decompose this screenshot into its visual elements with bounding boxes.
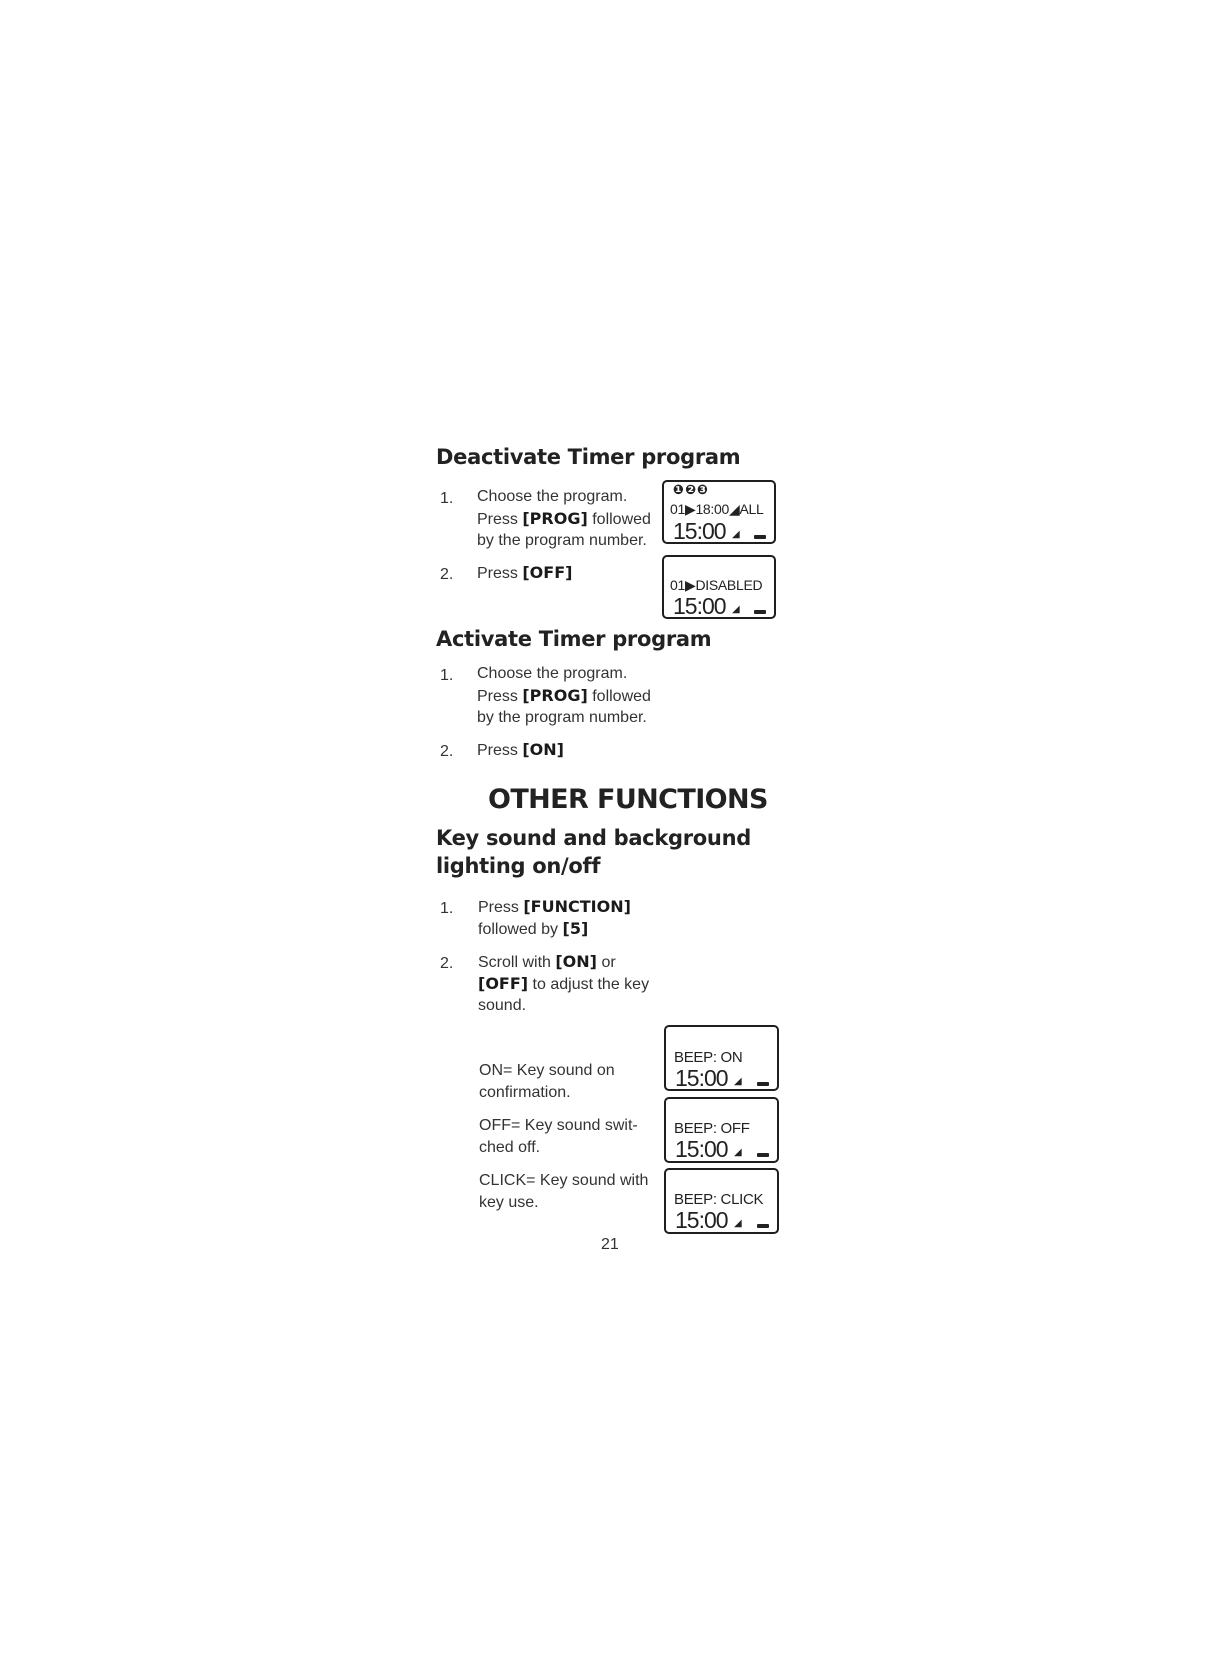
step-number: 1. xyxy=(440,900,454,917)
step-text: Press xyxy=(478,899,519,916)
step-number: 2. xyxy=(440,566,454,583)
off-description: OFF= Key sound swit- xyxy=(479,1117,638,1134)
step-text: Press xyxy=(477,511,518,528)
step-text: followed by xyxy=(478,921,559,938)
on-description: ON= Key sound on xyxy=(479,1062,615,1079)
step-text: followed xyxy=(592,511,651,528)
subsection-heading: Key sound and background xyxy=(436,826,751,850)
step-text: by the program number. xyxy=(477,709,647,726)
function-key: [FUNCTION] xyxy=(523,897,631,916)
activate-heading: Activate Timer program xyxy=(436,627,712,651)
signal-icon: ◢ xyxy=(732,604,740,615)
step-text: sound. xyxy=(478,997,527,1014)
on-key: [ON] xyxy=(522,740,564,759)
lcd-time: 15:00 xyxy=(675,1065,728,1091)
step-text: Press xyxy=(477,565,518,582)
step-text: by the program number. xyxy=(477,532,647,549)
subsection-heading: lighting on/off xyxy=(436,854,601,878)
on-description: confirmation. xyxy=(479,1084,571,1101)
step-text: followed xyxy=(592,688,651,705)
lcd-display-program xyxy=(662,480,776,544)
lcd-text: BEEP: OFF xyxy=(674,1120,750,1137)
step-text xyxy=(477,739,564,762)
signal-icon: ◢ xyxy=(734,1076,742,1087)
lcd-display-beep-off xyxy=(664,1097,779,1163)
lcd-text: 01▶18:00◢ALL xyxy=(670,501,764,517)
lcd-text: 01▶DISABLED xyxy=(670,577,763,593)
step-text xyxy=(477,685,651,708)
lcd-time: 15:00 xyxy=(673,518,726,544)
step-text xyxy=(478,918,588,941)
click-description: CLICK= Key sound with xyxy=(479,1172,649,1189)
battery-icon xyxy=(757,1224,769,1228)
off-key: [OFF] xyxy=(522,563,573,582)
battery-icon xyxy=(754,610,766,614)
step-text xyxy=(478,896,631,919)
lcd-text: BEEP: ON xyxy=(674,1049,743,1066)
five-key: [5] xyxy=(562,919,589,938)
step-text xyxy=(478,951,616,974)
step-text: or xyxy=(601,954,616,971)
battery-icon xyxy=(754,535,766,539)
step-number: 1. xyxy=(440,667,454,684)
program-number-icons: ❶❷❸ xyxy=(673,483,710,498)
step-text xyxy=(477,562,572,585)
step-text: Press xyxy=(477,742,518,759)
lcd-text: BEEP: CLICK xyxy=(674,1191,764,1208)
lcd-time: 15:00 xyxy=(675,1136,728,1162)
click-description: key use. xyxy=(479,1194,539,1211)
section-heading: OTHER FUNCTIONS xyxy=(488,784,768,815)
step-text: Scroll with xyxy=(478,954,551,971)
step-text: to adjust the key xyxy=(532,976,650,993)
step-text: Choose the program. xyxy=(477,488,628,505)
step-number: 1. xyxy=(440,490,454,507)
signal-icon: ◢ xyxy=(732,529,740,540)
signal-icon: ◢ xyxy=(734,1218,742,1229)
on-key: [ON] xyxy=(555,952,597,971)
prog-key: [PROG] xyxy=(522,509,588,528)
step-text: Choose the program. xyxy=(477,665,628,682)
lcd-time: 15:00 xyxy=(675,1207,728,1233)
step-text xyxy=(477,508,651,531)
lcd-display-beep-on xyxy=(664,1025,779,1091)
page-number: 21 xyxy=(601,1236,619,1253)
battery-icon xyxy=(757,1153,769,1157)
deactivate-heading: Deactivate Timer program xyxy=(436,445,741,469)
battery-icon xyxy=(757,1082,769,1086)
lcd-display-beep-click xyxy=(664,1168,779,1234)
step-text: Press xyxy=(477,688,518,705)
step-number: 2. xyxy=(440,743,454,760)
lcd-time: 15:00 xyxy=(673,593,726,619)
signal-icon: ◢ xyxy=(734,1147,742,1158)
off-key: [OFF] xyxy=(478,974,529,993)
step-text xyxy=(478,973,649,996)
off-description: ched off. xyxy=(479,1139,541,1156)
prog-key: [PROG] xyxy=(522,686,588,705)
step-number: 2. xyxy=(440,955,454,972)
lcd-display-disabled xyxy=(662,555,776,619)
